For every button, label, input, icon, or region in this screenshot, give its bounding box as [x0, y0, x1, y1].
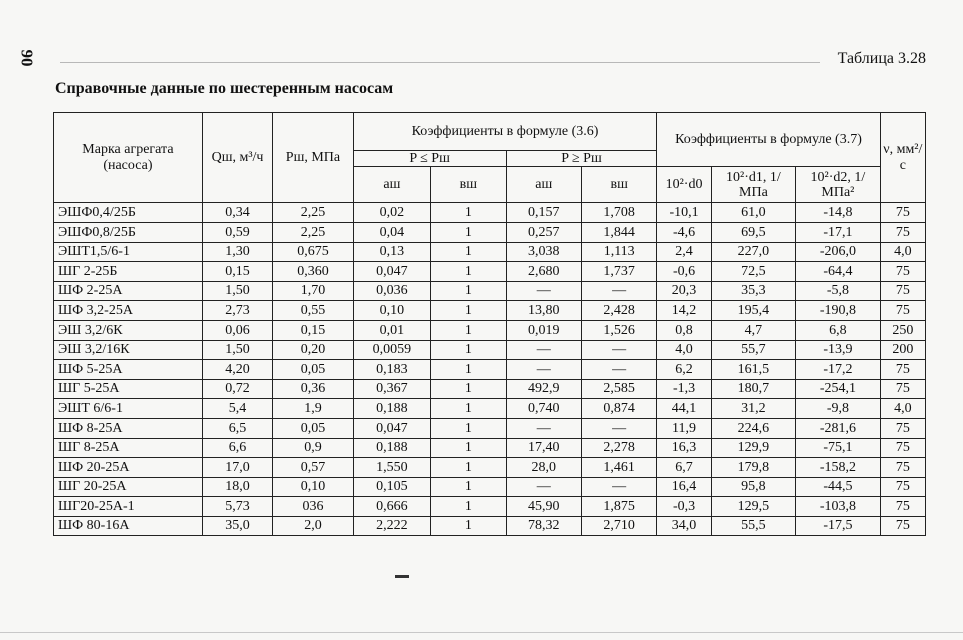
table-cell: 75	[880, 360, 925, 380]
table-row	[54, 203, 926, 223]
table-cell: 1,50	[202, 281, 272, 301]
table-cell: 1	[431, 379, 506, 399]
table-cell: 1	[431, 242, 506, 262]
table-cell: 75	[880, 203, 925, 223]
table-cell: 2,25	[273, 203, 353, 223]
table-cell: 0,55	[273, 301, 353, 321]
table-cell: —	[506, 340, 581, 360]
row-brand-cell: ЭШ 3,2/6К	[54, 320, 203, 340]
table-cell: 17,0	[202, 458, 272, 478]
table-cell: -9,8	[796, 399, 881, 419]
table-cell: -17,1	[796, 222, 881, 242]
table-cell: 1,9	[273, 399, 353, 419]
header-d0: 10²·d0	[657, 167, 711, 203]
table-cell: 1	[431, 516, 506, 536]
table-cell: 2,710	[581, 516, 656, 536]
table-cell: 250	[880, 320, 925, 340]
table-cell: 5,4	[202, 399, 272, 419]
table-cell: 35,0	[202, 516, 272, 536]
table-cell: -0,6	[657, 262, 711, 282]
header-sub-ge: P ≥ Pш	[506, 151, 657, 167]
table-row	[54, 516, 926, 536]
header-p: Pш, МПа	[273, 113, 353, 203]
header-a2: aш	[506, 167, 581, 203]
header-group-36: Коэффициенты в формуле (3.6)	[353, 113, 657, 151]
table-cell: 75	[880, 222, 925, 242]
header-nu: ν, мм²/с	[880, 113, 925, 203]
table-cell: 224,6	[711, 418, 795, 438]
table-cell: 4,20	[202, 360, 272, 380]
table-cell: 1	[431, 281, 506, 301]
table-cell: 180,7	[711, 379, 795, 399]
table-cell: 75	[880, 418, 925, 438]
table-cell: —	[506, 360, 581, 380]
scan-mark	[395, 575, 409, 578]
table-row	[54, 458, 926, 478]
table-cell: 4,0	[657, 340, 711, 360]
table-cell: 2,222	[353, 516, 430, 536]
row-brand-cell: ЭШ 3,2/16К	[54, 340, 203, 360]
table-cell: 2,4	[657, 242, 711, 262]
table-cell: 61,0	[711, 203, 795, 223]
row-brand-cell: ШГ 8-25А	[54, 438, 203, 458]
table-cell: 0,257	[506, 222, 581, 242]
table-cell: 6,2	[657, 360, 711, 380]
table-row	[54, 399, 926, 419]
table-cell: 4,7	[711, 320, 795, 340]
table-cell: 129,9	[711, 438, 795, 458]
table-cell: —	[506, 418, 581, 438]
table-cell: 0,367	[353, 379, 430, 399]
table-cell: —	[581, 477, 656, 497]
table-row	[54, 340, 926, 360]
table-cell: 0,183	[353, 360, 430, 380]
table-cell: 1,844	[581, 222, 656, 242]
table-cell: 1,50	[202, 340, 272, 360]
header-b1: вш	[431, 167, 506, 203]
table-cell: 20,3	[657, 281, 711, 301]
table-cell: 4,0	[880, 399, 925, 419]
table-cell: -0,3	[657, 497, 711, 517]
table-cell: 2,0	[273, 516, 353, 536]
table-cell: 2,428	[581, 301, 656, 321]
table-cell: 5,73	[202, 497, 272, 517]
table-cell: 179,8	[711, 458, 795, 478]
table-cell: 75	[880, 497, 925, 517]
table-cell: -5,8	[796, 281, 881, 301]
table-cell: 78,32	[506, 516, 581, 536]
table-cell: -13,9	[796, 340, 881, 360]
table-body	[54, 203, 926, 536]
header-b2: вш	[581, 167, 656, 203]
table-cell: 6,5	[202, 418, 272, 438]
header-d1: 10²·d1, 1/МПа	[711, 167, 795, 203]
table-cell: 2,25	[273, 222, 353, 242]
table-cell: -206,0	[796, 242, 881, 262]
table-cell: 2,73	[202, 301, 272, 321]
table-row	[54, 379, 926, 399]
table-cell: 11,9	[657, 418, 711, 438]
table-label: Таблица 3.28	[837, 50, 926, 67]
table-cell: 0,047	[353, 262, 430, 282]
row-brand-cell: ШФ 80-16А	[54, 516, 203, 536]
table-cell: 75	[880, 477, 925, 497]
table-cell: 161,5	[711, 360, 795, 380]
row-brand-cell: ЭШФ0,8/25Б	[54, 222, 203, 242]
row-brand-cell: ШФ 2-25А	[54, 281, 203, 301]
table-cell: -17,2	[796, 360, 881, 380]
table-cell: -17,5	[796, 516, 881, 536]
table-cell: -4,6	[657, 222, 711, 242]
table-cell: -254,1	[796, 379, 881, 399]
table-cell: 0,10	[353, 301, 430, 321]
table-cell: 0,036	[353, 281, 430, 301]
table-cell: 1	[431, 418, 506, 438]
table-cell: 1	[431, 399, 506, 419]
table-cell: —	[581, 340, 656, 360]
table-cell: 1	[431, 438, 506, 458]
table-row	[54, 477, 926, 497]
table-cell: 492,9	[506, 379, 581, 399]
table-row	[54, 497, 926, 517]
table-row	[54, 320, 926, 340]
table-cell: 16,4	[657, 477, 711, 497]
table-cell: 17,40	[506, 438, 581, 458]
page-number: 90	[17, 49, 37, 67]
table-cell: 0,15	[273, 320, 353, 340]
scan-bottom-line	[0, 632, 963, 633]
row-brand-cell: ШГ 5-25А	[54, 379, 203, 399]
table-cell: 2,680	[506, 262, 581, 282]
table-cell: 31,2	[711, 399, 795, 419]
row-brand-cell: ЭШФ0,4/25Б	[54, 203, 203, 223]
table-cell: 0,34	[202, 203, 272, 223]
table-cell: 0,72	[202, 379, 272, 399]
table-cell: 200	[880, 340, 925, 360]
table-cell: -1,3	[657, 379, 711, 399]
table-cell: 0,02	[353, 203, 430, 223]
header-q: Qш, м³/ч	[202, 113, 272, 203]
table-cell: -14,8	[796, 203, 881, 223]
table-cell: 0,8	[657, 320, 711, 340]
row-brand-cell: ШФ 8-25А	[54, 418, 203, 438]
table-cell: 72,5	[711, 262, 795, 282]
table-row	[54, 301, 926, 321]
table-cell: 1	[431, 340, 506, 360]
table-cell: 0,10	[273, 477, 353, 497]
table-cell: 6,8	[796, 320, 881, 340]
table-cell: 0,105	[353, 477, 430, 497]
table-cell: 0,59	[202, 222, 272, 242]
row-brand-cell: ШФ 20-25А	[54, 458, 203, 478]
row-brand-cell: ЭШТ 6/6-1	[54, 399, 203, 419]
table-cell: 0,15	[202, 262, 272, 282]
pump-data-table	[53, 112, 926, 536]
table-cell: 16,3	[657, 438, 711, 458]
table-cell: 1,113	[581, 242, 656, 262]
table-cell: -10,1	[657, 203, 711, 223]
table-cell: 0,019	[506, 320, 581, 340]
table-cell: 75	[880, 516, 925, 536]
table-row	[54, 262, 926, 282]
table-cell: 0,20	[273, 340, 353, 360]
table-cell: 0,9	[273, 438, 353, 458]
table-cell: -64,4	[796, 262, 881, 282]
table-cell: 0,047	[353, 418, 430, 438]
table-cell: 0,05	[273, 360, 353, 380]
table-cell: 195,4	[711, 301, 795, 321]
table-cell: —	[506, 281, 581, 301]
table-cell: 75	[880, 262, 925, 282]
row-brand-cell: ШГ 20-25А	[54, 477, 203, 497]
table-cell: —	[581, 281, 656, 301]
table-cell: 55,7	[711, 340, 795, 360]
table-cell: 1	[431, 262, 506, 282]
table-cell: 35,3	[711, 281, 795, 301]
row-brand-cell: ШФ 3,2-25А	[54, 301, 203, 321]
table-cell: 69,5	[711, 222, 795, 242]
table-cell: 1	[431, 320, 506, 340]
table-cell: 1,461	[581, 458, 656, 478]
table-cell: 129,5	[711, 497, 795, 517]
table-cell: 227,0	[711, 242, 795, 262]
table-cell: 0,740	[506, 399, 581, 419]
table-cell: -190,8	[796, 301, 881, 321]
table-row	[54, 281, 926, 301]
table-row	[54, 438, 926, 458]
table-cell: 1,708	[581, 203, 656, 223]
table-cell: 13,80	[506, 301, 581, 321]
row-brand-cell: ШГ20-25А-1	[54, 497, 203, 517]
table-cell: 4,0	[880, 242, 925, 262]
table-cell: 6,6	[202, 438, 272, 458]
header-d2: 10²·d2, 1/МПа²	[796, 167, 881, 203]
table-cell: 0,36	[273, 379, 353, 399]
table-cell: 55,5	[711, 516, 795, 536]
table-cell: 0,360	[273, 262, 353, 282]
table-cell: 75	[880, 301, 925, 321]
table-cell: -75,1	[796, 438, 881, 458]
table-cell: 75	[880, 438, 925, 458]
row-brand-cell: ШФ 5-25А	[54, 360, 203, 380]
table-cell: 95,8	[711, 477, 795, 497]
header-brand: Марка агрегата (насоса)	[54, 113, 203, 203]
table-title: Справочные данные по шестеренным насосам	[55, 80, 394, 97]
table-cell: 1,737	[581, 262, 656, 282]
table-cell: 1	[431, 360, 506, 380]
table-cell: 0,06	[202, 320, 272, 340]
table-cell: 75	[880, 281, 925, 301]
row-brand-cell: ЭШТ1,5/6-1	[54, 242, 203, 262]
table-cell: -281,6	[796, 418, 881, 438]
scan-artifact-line	[60, 62, 820, 63]
table-cell: 1	[431, 477, 506, 497]
table-cell: 45,90	[506, 497, 581, 517]
table-cell: 3,038	[506, 242, 581, 262]
table-cell: —	[506, 477, 581, 497]
table-cell: 0,13	[353, 242, 430, 262]
table-row	[54, 222, 926, 242]
table-cell: 44,1	[657, 399, 711, 419]
table-cell: 1,70	[273, 281, 353, 301]
table-cell: —	[581, 418, 656, 438]
table-cell: 0,157	[506, 203, 581, 223]
header-a1: aш	[353, 167, 430, 203]
table-cell: 1	[431, 458, 506, 478]
table-cell: 0,57	[273, 458, 353, 478]
table-cell: 1	[431, 222, 506, 242]
table-cell: 0,666	[353, 497, 430, 517]
table-cell: 0,874	[581, 399, 656, 419]
table-cell: 0,0059	[353, 340, 430, 360]
table-row	[54, 360, 926, 380]
table-cell: 1,875	[581, 497, 656, 517]
table-cell: 0,188	[353, 399, 430, 419]
table-cell: 0,188	[353, 438, 430, 458]
row-brand-cell: ШГ 2-25Б	[54, 262, 203, 282]
header-group-37: Коэффициенты в формуле (3.7)	[657, 113, 880, 167]
table-row	[54, 242, 926, 262]
table-cell: 0,05	[273, 418, 353, 438]
table-cell: 2,585	[581, 379, 656, 399]
table-cell: 2,278	[581, 438, 656, 458]
table-cell: 1,30	[202, 242, 272, 262]
table-cell: 1,550	[353, 458, 430, 478]
table-cell: 1	[431, 301, 506, 321]
table-cell: 18,0	[202, 477, 272, 497]
table-cell: 6,7	[657, 458, 711, 478]
table-row	[54, 418, 926, 438]
table-cell: 1,526	[581, 320, 656, 340]
table-cell: 1	[431, 203, 506, 223]
table-cell: 036	[273, 497, 353, 517]
table-cell: 0,01	[353, 320, 430, 340]
table-cell: 75	[880, 458, 925, 478]
table-cell: 75	[880, 379, 925, 399]
table-cell: 28,0	[506, 458, 581, 478]
table-cell: 0,04	[353, 222, 430, 242]
table-cell: 0,675	[273, 242, 353, 262]
table-cell: 1	[431, 497, 506, 517]
table-cell: -158,2	[796, 458, 881, 478]
table-cell: —	[581, 360, 656, 380]
header-sub-le: P ≤ Pш	[353, 151, 506, 167]
table-cell: -44,5	[796, 477, 881, 497]
table-cell: -103,8	[796, 497, 881, 517]
table-cell: 14,2	[657, 301, 711, 321]
table-cell: 34,0	[657, 516, 711, 536]
